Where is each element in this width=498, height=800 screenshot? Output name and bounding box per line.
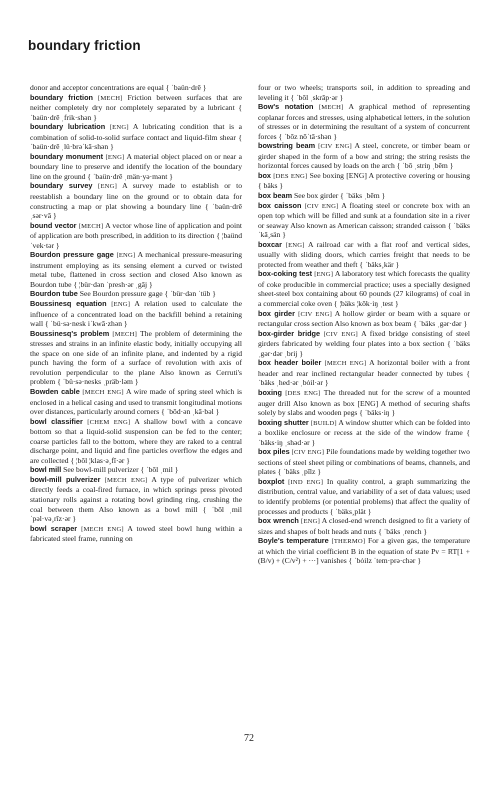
dictionary-entry — [258, 201, 470, 240]
dictionary-entry — [30, 289, 242, 299]
entry-definition: A type of pulverizer which directly feeds a coal-fired furnace, in which springs press pivoted stationary rolls against a rotating bowl grinding ring, crushing the coal between them Also known as a bowl mill { ˈbōl ˌmil ˈpəl·və¸rīz·ər } — [30, 474, 242, 524]
entry-definition: In quality control, a graph summarizing the distribution, central value, and variability of a set of data values; used to identify problems (or potential problems) that affect the quality of processes and products { ˈbäks¸plät } — [258, 476, 470, 516]
entry-definition: Friction between surfaces that are neither completely dry nor completely separated by a lubricant { ˈbaün·drē ˌfrik·shən } — [30, 92, 242, 122]
dictionary-entry — [258, 358, 470, 388]
dictionary-entry — [30, 250, 242, 289]
entry-definition: A graphical method of representing coplanar forces and stresses, using alphabetical letters, in the solution of stresses or in determining the resultant of a system of concurrent forces { ˈbōz nōˈtā·shən } — [258, 102, 470, 141]
entry-definition: A survey made to establish or to reestablish a boundary line on the ground or to obtain data for constructing a map or plat showing a boundary line { ˈbaün·drē ˌsər·vā } — [30, 181, 243, 221]
entry-definition: A fixed bridge consisting of steel girders fabricated by welding four plates into a box section { ˈbäks ˌgər·dər ˌbrij } — [258, 328, 470, 358]
entry-field-tag: [CHEM ENG] — [87, 418, 131, 426]
entry-definition: The threaded nut for the screw of a mounted auger drill Also known as box [ENG] A method of securing shafts solely by slabs and wooden pegs { ˈbäks·iŋ } — [258, 387, 470, 418]
dictionary-entry — [30, 122, 242, 152]
entry-definition: four or two wheels; transports soil, in addition to spreading and leveling it { ˈbōl ˌskrāp·ər } — [258, 83, 470, 102]
entry-term: bowl scraper — [30, 523, 78, 533]
page-number: 72 — [244, 733, 254, 744]
dictionary-entry — [258, 83, 470, 102]
dictionary-entry — [258, 171, 470, 191]
entry-definition: A floating steel or concrete box with an open top which will be filled and sunk at a foundation site in a river or seaway Also known as American caisson; stranded caisson { ˈbäks ˈkā¸sän } — [258, 200, 470, 240]
entry-term: bowl classifier — [30, 416, 83, 426]
entry-field-tag: [MECH] — [318, 104, 344, 112]
dictionary-entry — [30, 465, 242, 475]
entry-definition: A hollow girder or beam with a square or rectangular cross section Also known as box beam { ˈbäks ˌgər·dər } — [258, 308, 470, 329]
entry-definition: A towed steel bowl hung within a fabricated steel frame, running on — [30, 523, 242, 544]
dictionary-entry — [30, 299, 242, 329]
entry-definition: A material object placed on or near a boundary line to preserve and identify the location of the boundary line on the ground { ˈbaün·drē ˌmän·yə·mənt } — [30, 151, 242, 181]
entry-definition: A wire made of spring steel which is enclosed in a helical casing and used to transmit longitudinal motions over distances, particularly around corners { ˈbōd·ən ˌkā·bəl } — [30, 386, 243, 417]
entry-definition: See boxing [ENG] A protective covering or housing { bäks } — [258, 170, 470, 191]
entry-term: Boussinesq's problem — [30, 328, 110, 338]
dictionary-entry — [258, 536, 470, 566]
entry-term: boundary lubrication — [30, 122, 106, 132]
entry-field-tag: [MECH ENG] — [82, 388, 124, 396]
entry-definition: A mechanical pressure-measuring instrument employing as its sensing element a curved or twisted metal tube, flattened in cross section and closed Also known as Bourdon tube { ¦bür·dən ˈpresh·ər ˌgāj } — [30, 250, 242, 289]
dictionary-entry — [30, 83, 242, 93]
entry-term: bowl mill — [30, 465, 62, 475]
entry-term: box-girder bridge — [258, 328, 321, 338]
entry-field-tag: [ENG] — [301, 518, 320, 526]
dictionary-entry — [258, 141, 470, 171]
dictionary-entry — [30, 93, 242, 123]
dictionary-entry — [258, 269, 470, 308]
entry-term: boxcar — [258, 239, 282, 249]
entry-field-tag: [CIV ENG] — [291, 449, 325, 457]
dictionary-entry — [30, 181, 242, 220]
right-column — [258, 83, 470, 566]
dictionary-entry — [258, 447, 470, 477]
entry-definition: A steel, concrete, or timber beam or girder shaped in the form of a bow and string; the string resists the horizontal forces caused by loads on the arch { ˈbō ˌstriŋ ˌbēm } — [258, 141, 470, 171]
dictionary-entry — [258, 329, 470, 359]
entry-term: bowstring beam — [258, 141, 316, 151]
entry-field-tag: [MECH ENG] — [104, 476, 148, 484]
dictionary-entry — [258, 191, 470, 201]
entry-field-tag: [BUILD] — [310, 419, 337, 427]
entry-field-tag: [ENG] — [285, 241, 305, 249]
entry-term: bowl-mill pulverizer — [30, 474, 101, 484]
entry-definition: The problem of determining the stresses and strains in an infinite elastic body, initially occupying all the space on one side of an infinite plane, and indented by a rigid punch having the form of a surface of revolution with axis of revolution perpendicular to the plane Also known as Cerruti's problem { ˈbü·sə·nesks ˌpräb·ləm } — [30, 328, 242, 387]
entry-definition: Pile foundations made by welding together two sections of steel sheet piling or combinations of beams, channels, and plates { ˈbäks ˌpīlz } — [258, 447, 470, 477]
entry-term: Bourdon tube — [30, 289, 78, 299]
entry-field-tag: [CIV ENG] — [298, 310, 332, 318]
entry-field-tag: [ENG] — [98, 183, 117, 191]
entry-term: box-coking test — [258, 269, 313, 279]
entry-definition: A relation used to calculate the influence of a concentrated load on the backfill behind a retaining wall { ˈbü·sə·nesk iˈkwā·zhən } — [30, 299, 242, 329]
entry-term: box — [258, 170, 271, 180]
entry-definition: A laboratory test which forecasts the quality of coke producible in commercial practice; uses a specially designed sheet-steel box containing about 60 pounds (27 kilograms) of coal in a commercial coke oven { ¦bäks ¦kōk·iŋ ˌtest } — [258, 269, 471, 309]
entry-field-tag: [ENG] — [109, 124, 129, 132]
entry-term: box wrench — [258, 516, 299, 526]
entry-definition: For a given gas, the temperature at which the virial coefficient B in the equation of state Pv = RT[1 + (B/v) + (C/v²) + ···] vanishes { ˈbȯilz ˈtem·prə·chər } — [258, 536, 470, 566]
dictionary-entry — [30, 221, 242, 251]
page-title: boundary friction — [28, 38, 141, 53]
entry-field-tag: [MECH ENG] — [324, 360, 367, 368]
dictionary-entry — [258, 240, 470, 270]
entry-definition: A lubricating condition that is a combination of solid-to-solid surface contact and liquid-film shear { ˈbaün·drē ˌlü·brəˈkā·shən } — [30, 122, 242, 152]
entry-term: box header boiler — [258, 358, 322, 368]
entry-field-tag: [MECH] — [78, 222, 104, 230]
entry-term: Bowden cable — [30, 386, 80, 396]
entry-field-tag: [IND ENG] — [288, 478, 324, 486]
entry-term: boundary survey — [30, 181, 93, 191]
entry-term: boxing — [258, 387, 282, 397]
entry-definition: donor and acceptor concentrations are equal { ˈbaün·drē } — [30, 83, 207, 92]
entry-field-tag: [CIV ENG] — [304, 202, 339, 210]
entry-definition: See bowl-mill pulverizer { ˈbōl ˌmil } — [63, 465, 179, 475]
dictionary-entry — [30, 152, 242, 182]
entry-term: Bourdon pressure gage — [30, 250, 114, 260]
entry-term: boundary friction — [30, 92, 94, 102]
entry-term: box caisson — [258, 200, 302, 210]
entry-term: Bow's notation — [258, 102, 314, 112]
dictionary-entry — [30, 475, 242, 524]
entry-definition: A horizontal boiler with a front header and rear inclined rectangular header connected by tubes { ˈbäks ˌhed·ər ˌbȯil·ər } — [258, 358, 470, 388]
entry-term: box beam — [258, 191, 293, 201]
entry-definition: A closed-end wrench designed to fit a variety of sizes and shapes of bolt heads and nuts { ˈbäks ˌrench } — [258, 516, 471, 536]
entry-term: Boussinesq equation — [30, 299, 107, 309]
entry-field-tag: [DES ENG] — [273, 172, 308, 180]
entry-field-tag: [ENG] — [314, 271, 334, 279]
entry-field-tag: [MECH] — [112, 330, 138, 338]
entry-field-tag: [MECH ENG] — [81, 525, 124, 533]
entry-term: Boyle's temperature — [258, 536, 329, 546]
entry-field-tag: [ENG] — [105, 153, 125, 161]
dictionary-entry — [30, 329, 242, 387]
dictionary-entry — [30, 417, 242, 466]
entry-term: boxing shutter — [258, 417, 309, 427]
entry-term: boundary monument — [30, 151, 104, 161]
entry-field-tag: [CIV ENG] — [323, 330, 358, 338]
left-column — [30, 83, 242, 544]
dictionary-entry — [30, 524, 242, 544]
entry-field-tag: [MECH] — [97, 94, 123, 102]
entry-definition: A vector whose line of application and point of application are both prescribed, in addition to its direction { ¦baünd ˈvek·tər } — [30, 220, 242, 250]
entry-field-tag: [ENG] — [111, 301, 131, 309]
dictionary-entry — [258, 516, 470, 536]
entry-definition: A railroad car with a flat roof and vertical sides, usually with sliding doors, which carries freight that needs to be protected from weather and theft { ˈbäks¸kär } — [258, 239, 471, 269]
entry-definition: See Bourdon pressure gage { ˈbür·dən ˈtüb } — [79, 289, 216, 299]
entry-field-tag: [THERMO] — [331, 538, 366, 546]
entry-field-tag: [CIV ENG] — [318, 143, 352, 151]
entry-term: bound vector — [30, 220, 77, 230]
entry-field-tag: [ENG] — [116, 252, 136, 260]
dictionary-entry — [258, 418, 470, 448]
entry-definition: A window shutter which can be folded into a boxlike enclosure or recess at the side of the window frame { ˈbäks·iŋ ˌshəd·ər } — [258, 417, 470, 447]
dictionary-entry — [258, 388, 470, 418]
entry-term: box girder — [258, 308, 295, 318]
entry-field-tag: [DES ENG] — [285, 389, 321, 397]
entry-term: box piles — [258, 447, 290, 457]
entry-term: boxplot — [258, 476, 285, 486]
dictionary-entry — [30, 387, 242, 417]
dictionary-entry — [258, 477, 470, 516]
entry-definition: See box girder { ˈbäks ˌbēm } — [293, 191, 386, 201]
dictionary-entry — [258, 309, 470, 329]
entry-definition: A shallow bowl with a concave bottom so that a liquid-solid suspension can be fed to the center; coarse particles fall to the bottom, where they are raked to a central discharge point, and liquid and fine particles overflow the edges and are collected { ¦bōl ¦klas·ə¸fī·ər } — [30, 416, 242, 465]
dictionary-entry — [258, 102, 470, 141]
